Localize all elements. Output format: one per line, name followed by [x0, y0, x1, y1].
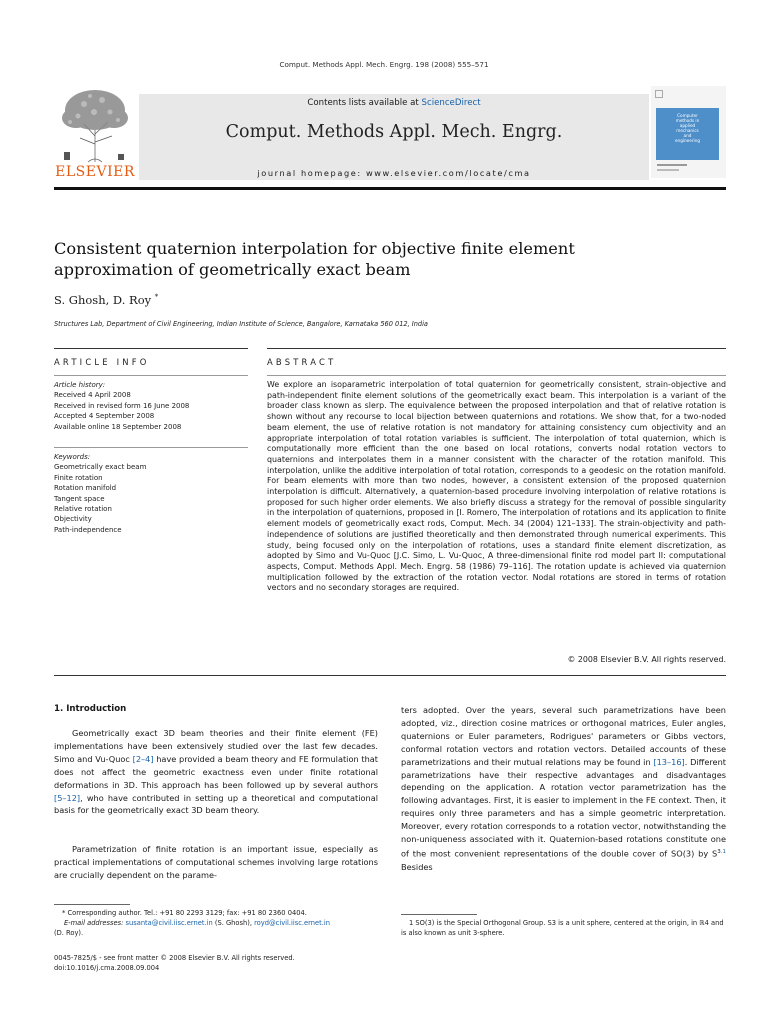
footnote-ref[interactable]: .1: [720, 848, 726, 855]
elsevier-logo: [54, 86, 136, 178]
publisher-logo-text: ELSEVIER: [55, 164, 135, 180]
intro-right-paragraph: ters adopted. Over the years, several such parametrizations have been adopted, viz., direction cosine matrices or orthogonal matrices, Euler angles, quaternions or Euler parameters, Rodrigues' parameters or Gibbs vectors, conformal rotation vectors and rotation vectors. Detailed accounts of these parametrizations and their mutual relations may be found in [13–16]. Different parametrizations have their respective advantages and disadvantages depending on the application. A rotation vector parametrization has the following advantages. First, it is easier to implement in the FE context. Then, it requires only three parameters and has a simple geometric interpretation. Moreover, every rotation corresponds to a rotation vector, notwithstanding the non-uniqueness associated with it. Quaternion-based rotations constitute one of the most convenient representations of the double cover of SO(3) by S$^{3.1}$ Besides: [401, 705, 726, 872]
affiliation: Structures Lab, Department of Civil Engineering, Indian Institute of Science, Bangalore, Karnataka 560 012, India: [54, 320, 428, 328]
cover-blue-block: [656, 108, 719, 160]
contents-line: [139, 98, 649, 108]
abstract-copyright: © 2008 Elsevier B.V. All rights reserved.: [567, 655, 726, 664]
author-names: S. Ghosh, D. Roy: [54, 293, 152, 307]
email-link[interactable]: susanta@civil.iisc.ernet.in: [125, 919, 213, 927]
intro-left-paragraph-1: Geometrically exact 3D beam theories and their finite element (FE) implementations have been extensively studied over the last few decades. Simo and Vu-Quoc [2–4] have provided a beam theory and FE formulation that does not affect the geometric exactness even under finite rotational deformations in 3D. This approach has been followed up by several authors [5–12], who have contributed in setting up a theoretical and computational basis for the geometrically exact 3D beam theory.: [54, 728, 378, 816]
keywords: [54, 452, 248, 535]
keyword: Finite rotation: [54, 473, 103, 482]
title-line: approximation of geometrically exact beam: [54, 260, 411, 279]
publication-info: [54, 953, 378, 973]
history-label: Article history:: [54, 381, 106, 389]
abstract-heading: ABSTRACT: [267, 357, 337, 367]
history-item: Received in revised form 16 June 2008: [54, 401, 190, 410]
keyword: Relative rotation: [54, 505, 112, 514]
doi-line: doi:10.1016/j.cma.2008.09.004: [54, 964, 160, 972]
title-line: Consistent quaternion interpolation for objective finite element: [54, 239, 575, 258]
journal-name: Comput. Methods Appl. Mech. Engrg.: [225, 122, 563, 142]
keyword: Geometrically exact beam: [54, 463, 147, 472]
article-title: [54, 238, 614, 280]
cover-line: mechanics: [676, 128, 699, 133]
corresponding-author-mark[interactable]: *: [154, 293, 159, 302]
keyword: Path-independence: [54, 525, 122, 534]
intro-left-paragraph-2: Parametrization of finite rotation is an important issue, especially as practical implementations of computational schemes involving large rotations are crucially dependent on the parame-: [54, 844, 378, 880]
cover-line: engineering: [674, 138, 701, 143]
citation-link[interactable]: [2–4]: [132, 753, 154, 764]
journal-homepage[interactable]: journal homepage: www.elsevier.com/locate/cma: [257, 168, 531, 178]
keywords-label: Keywords:: [54, 453, 91, 461]
cover-emblem-icon: [655, 90, 663, 98]
journal-banner: [54, 86, 726, 186]
footnote-rule-left: [54, 904, 130, 905]
history-item: Available online 18 September 2008: [54, 422, 182, 431]
contents-prefix: Contents lists available at: [307, 98, 422, 108]
citation-link[interactable]: [13–16]: [653, 756, 685, 767]
sciencedirect-link[interactable]: ScienceDirect: [421, 98, 481, 108]
article-history: [54, 380, 248, 432]
footnote-rule-right: [401, 914, 477, 915]
abstract-rule-bottom: [54, 675, 726, 676]
issn-line: 0045-7825/$ - see front matter © 2008 Elsevier B.V. All rights reserved.: [54, 954, 295, 962]
abstract-rule: [267, 375, 726, 376]
journal-cover-thumbnail: [651, 86, 726, 178]
article-info-heading: ARTICLE INFO: [54, 357, 150, 367]
journal-title-panel: [139, 94, 649, 180]
keyword: Rotation manifold: [54, 484, 117, 493]
authors: [54, 293, 158, 307]
tree-icon: [54, 86, 136, 164]
abstract-body: We explore an isoparametric interpolation of total quaternion for geometrically consistent, strain-objective and path-independent finite element solutions of the geometrically exact beam. This interpolation is a variant of the broader class known as slerp. The equivalence between the proposed interpolation and that of relative rotation is shown without any recourse to local bijection between quaternions and rotations. We show that, for a two-noded beam element, the use of relative rotation is not mandatory for attaining consistency cum objectivity and an appropriate interpolation of total rotation variables is sufficient. The interpolation of total quaternion, which is computationally more efficient than the one based on local rotations, converts nodal rotation vectors to quaternions and interpolates them in a manner consistent with the character of the rotation manifold. This interpolation, unlike the additive interpolation of total rotation, corresponds to a geodesic on the rotation manifold. For beam elements with more than two nodes, however, a consistent extension of the proposed quaternion interpolation is difficult. Alternatively, a quaternion-based procedure involving interpolation of relative rotations is proposed for such higher order elements. We also briefly discuss a strategy for the removal of possible singularity in the interpolation of quaternions, proposed in [I. Romero, The interpolation of rotations and its application to finite element models of geometrically exact rods, Comput. Mech. 34 (2004) 121–133]. The strain-objectivity and path-independence of solutions are justified theoretically and then demonstrated through numerical experiments. This study, being focused only on the interpolation of rotations, uses a standard finite element discretization, as adopted by Simo and Vu-Quoc [J.C. Simo, L. Vu-Quoc, A three-dimensional finite rod model part II: computational aspects, Comput. Methods Appl. Mech. Engrg. 58 (1986) 79–116]. The rotation update is achieved via quaternion multiplication followed by the extraction of the rotation vector. Nodal rotations are stored in terms of rotation vectors and no secondary storages are required.: [267, 380, 726, 593]
cover-line: applied: [679, 123, 696, 128]
email-link[interactable]: royd@civil.iisc.ernet.in: [254, 919, 330, 927]
cover-line: and: [683, 133, 692, 138]
info-rule-top: [54, 348, 248, 349]
history-item: Received 4 April 2008: [54, 391, 131, 400]
section-heading-introduction: 1. Introduction: [54, 704, 127, 714]
keyword: Objectivity: [54, 515, 92, 524]
history-item: Accepted 4 September 2008: [54, 412, 155, 421]
corresponding-author-footnote: * Corresponding author. Tel.: +91 80 2293 3129; fax: +91 80 2360 0404. E-mail addresses: susanta@civil.iisc.ernet.in (S. Ghosh), royd@civil.iisc.ernet.in (D. Roy).: [54, 909, 330, 937]
cover-line: methods in: [675, 118, 700, 123]
citation-link[interactable]: [5–12]: [54, 792, 81, 803]
info-rule: [54, 447, 248, 448]
running-head: Comput. Methods Appl. Mech. Engrg. 198 (2008) 555–571: [279, 60, 489, 69]
keyword: Tangent space: [54, 494, 105, 503]
abstract-rule-top: [267, 348, 726, 349]
info-rule: [54, 375, 248, 376]
footnote-1: 1 SO(3) is the Special Orthogonal Group. S3 is a unit sphere, centered at the origin, in ℝ4 and is also known as unit 3-sphere.: [401, 919, 724, 937]
header-rule: [54, 187, 726, 190]
cover-line: Computer: [677, 113, 698, 118]
